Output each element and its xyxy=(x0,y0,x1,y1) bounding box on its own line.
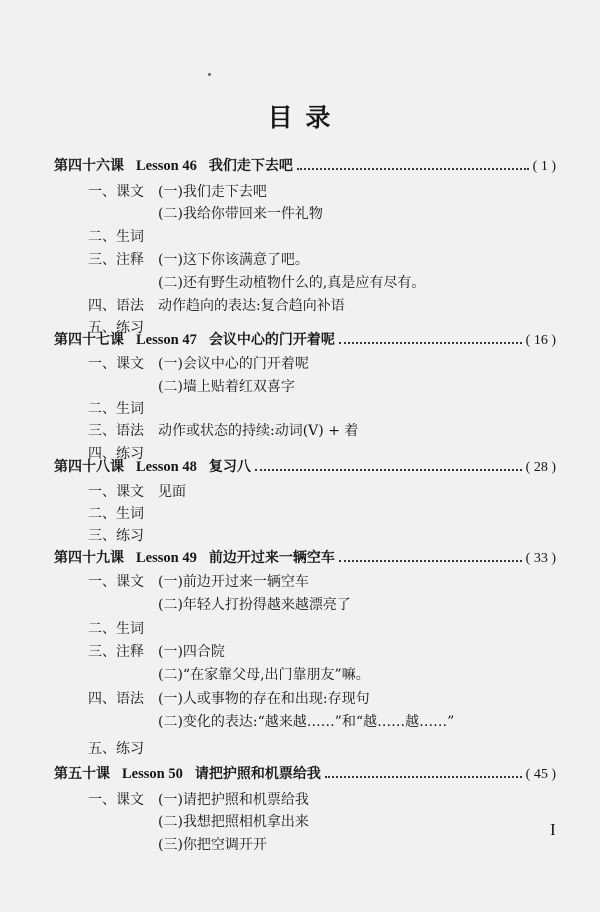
notes-item: (一)四合院 xyxy=(158,644,225,660)
page-number: ( 16 ) xyxy=(525,333,556,348)
text-item: (二)墙上贴着红双喜字 xyxy=(158,379,295,395)
text-item: (二)年轻人打扮得越来越漂亮了 xyxy=(158,597,351,613)
grammar-item: 动作或状态的持续:动词(V) + 着 xyxy=(158,423,359,439)
section-exercise: 三、练习 xyxy=(88,528,144,544)
section-vocab: 二、生词 xyxy=(88,401,144,417)
page-number: ( 33 ) xyxy=(525,551,556,566)
lesson-english: Lesson 49 xyxy=(136,550,197,566)
grammar-item: (二)变化的表达:“越来越……”和“越……越……” xyxy=(158,714,455,730)
leader-dots xyxy=(255,469,522,471)
notes-item: (一)这下你该满意了吧。 xyxy=(158,252,309,268)
section-vocab: 二、生词 xyxy=(88,506,144,522)
section-exercise: 四、练习 xyxy=(88,446,144,462)
lesson-number: 第四十六课 xyxy=(54,158,124,174)
toc-entry-lesson-46[interactable] xyxy=(54,155,556,177)
lesson-number: 第四十七课 xyxy=(54,332,124,348)
section-notes: 三、注释 xyxy=(88,644,144,660)
lesson-number: 第四十八课 xyxy=(54,459,124,475)
page-number: ( 28 ) xyxy=(525,460,556,475)
lesson-number: 第四十九课 xyxy=(54,550,124,566)
text-item: (三)你把空调开开 xyxy=(158,837,267,853)
section-vocab: 二、生词 xyxy=(88,229,144,245)
section-text: 一、课文 xyxy=(88,574,144,590)
section-grammar: 三、语法 xyxy=(88,423,144,439)
toc-entry-lesson-48[interactable] xyxy=(54,456,556,478)
text-item: 见面 xyxy=(158,484,186,500)
section-text: 一、课文 xyxy=(88,356,144,372)
section-vocab: 二、生词 xyxy=(88,621,144,637)
lesson-chinese-title: 前边开过来一辆空车 xyxy=(208,550,335,566)
text-item: (二)我给你带回来一件礼物 xyxy=(158,206,323,222)
section-grammar: 四、语法 xyxy=(88,298,144,314)
text-item: (二)我想把照相机拿出来 xyxy=(158,814,309,830)
section-notes: 三、注释 xyxy=(88,252,144,268)
toc-entry-lesson-49[interactable] xyxy=(54,547,556,569)
toc-entry-lesson-47[interactable] xyxy=(54,329,556,351)
page-number: ( 1 ) xyxy=(532,159,556,174)
notes-item: (二)“在家靠父母,出门靠朋友”嘛。 xyxy=(158,667,370,683)
text-item: (一)请把护照和机票给我 xyxy=(158,792,309,808)
text-item: (一)我们走下去吧 xyxy=(158,184,267,200)
section-exercise: 五、练习 xyxy=(88,320,144,336)
grammar-item: 动作趋向的表达:复合趋向补语 xyxy=(158,298,345,314)
lesson-chinese-title: 请把护照和机票给我 xyxy=(194,766,321,782)
lesson-english: Lesson 48 xyxy=(136,459,197,475)
lesson-english: Lesson 47 xyxy=(136,332,197,348)
lesson-chinese-title: 复习八 xyxy=(208,459,251,475)
lesson-english: Lesson 46 xyxy=(136,158,197,174)
section-exercise: 五、练习 xyxy=(88,741,144,757)
section-grammar: 四、语法 xyxy=(88,691,144,707)
leader-dots xyxy=(297,168,529,170)
leader-dots xyxy=(339,560,522,562)
toc-entry-lesson-50[interactable] xyxy=(54,763,556,785)
grammar-item: (一)人或事物的存在和出现:存现句 xyxy=(158,691,370,707)
section-text: 一、课文 xyxy=(88,184,144,200)
section-text: 一、课文 xyxy=(88,484,144,500)
page-number: ( 45 ) xyxy=(525,767,556,782)
notes-item: (二)还有野生动植物什么的,真是应有尽有。 xyxy=(158,275,426,291)
text-item: (一)会议中心的门开着呢 xyxy=(158,356,309,372)
lesson-number: 第五十课 xyxy=(54,766,110,782)
lesson-chinese-title: 会议中心的门开着呢 xyxy=(208,332,335,348)
leader-dots xyxy=(339,342,522,344)
text-item: (一)前边开过来一辆空车 xyxy=(158,574,309,590)
print-speck xyxy=(208,73,211,76)
page-title: 目 录 xyxy=(267,103,333,132)
lesson-english: Lesson 50 xyxy=(122,766,183,782)
lesson-chinese-title: 我们走下去吧 xyxy=(208,158,293,174)
leader-dots xyxy=(325,776,522,778)
page-marker: I xyxy=(550,820,556,839)
section-text: 一、课文 xyxy=(88,792,144,808)
